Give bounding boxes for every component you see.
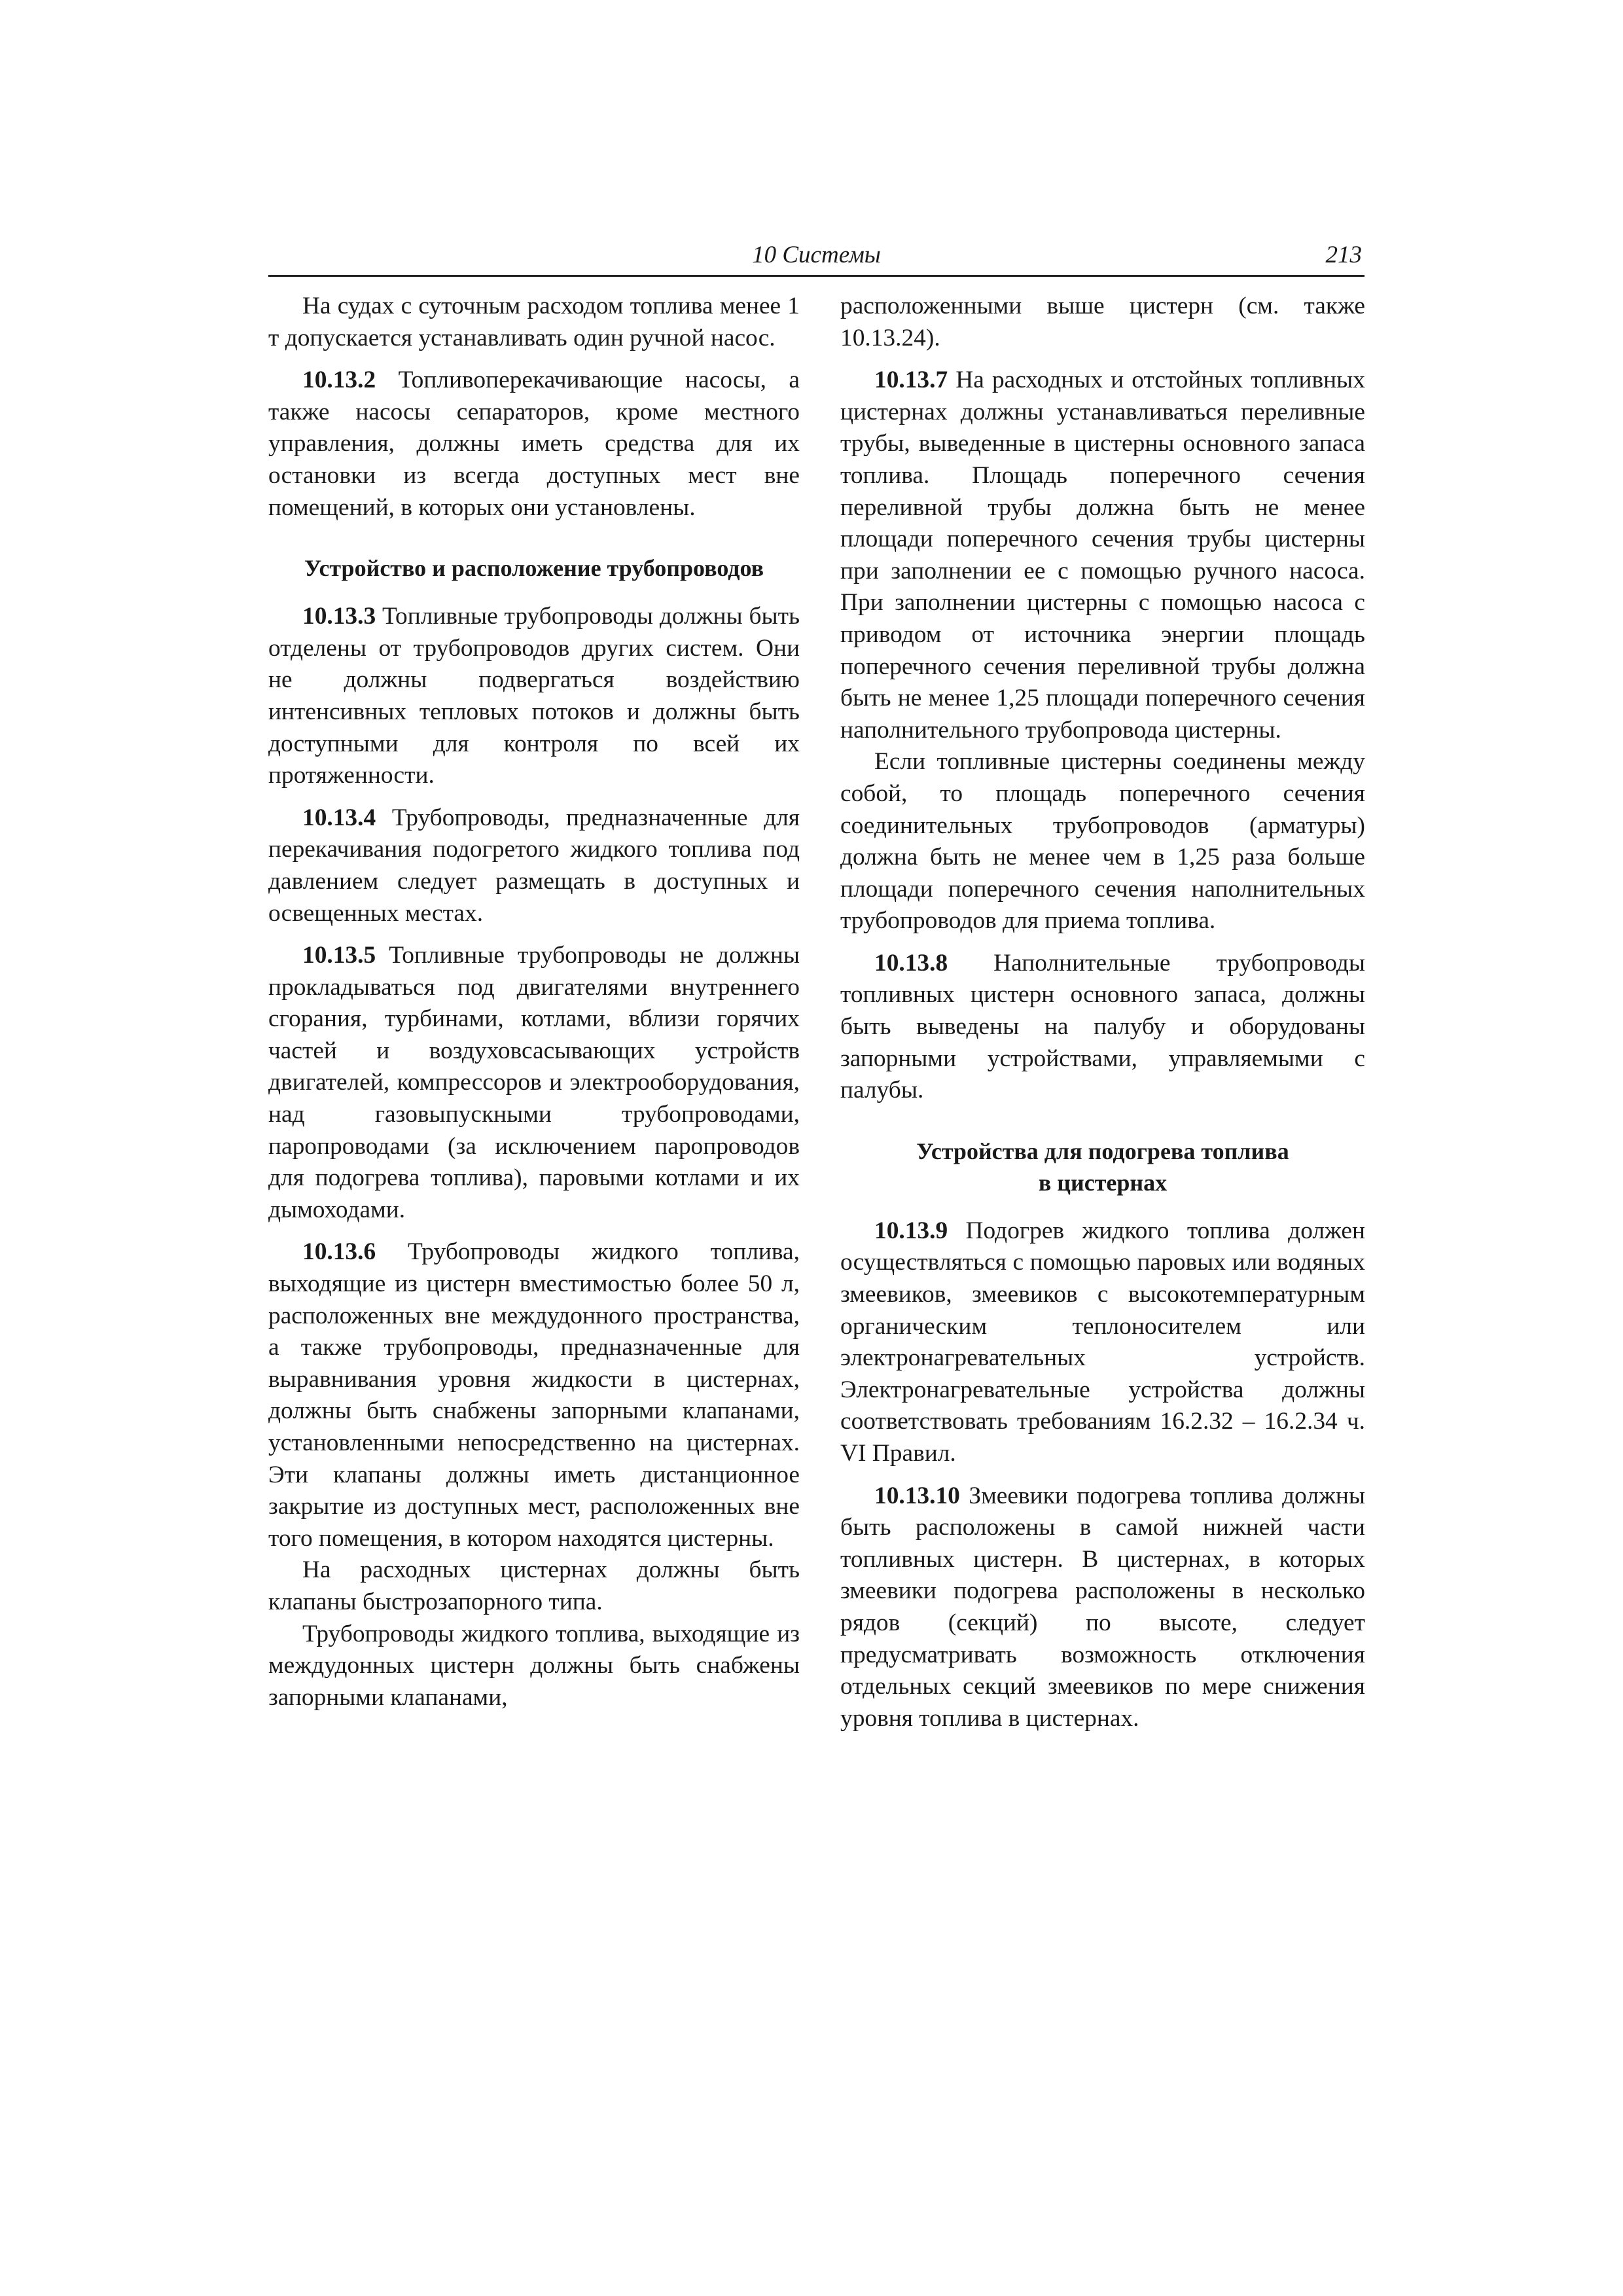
clause-10-13-4 [268, 802, 800, 929]
paragraph-text: Если топливные цистерны соединены между собой, то площадь поперечного сечения соединительных трубопроводов (арматуры) должна быть не менее чем в 1,25 раза больше площади поперечного сечения наполнительных трубопроводов для приема топлива. [840, 748, 1365, 935]
clause-number: 10.13.7 [874, 367, 948, 394]
clause-number: 10.13.9 [874, 1217, 948, 1244]
clause-text: Топливоперекачивающие насосы, а также насосы сепараторов, кроме местного управления, должны иметь средства для их остановки из всегда доступных мест вне помещений, в которых они установлены. [268, 367, 800, 521]
clause-10-13-7 [840, 365, 1365, 746]
running-title: 10 Системы [752, 242, 881, 268]
paragraph [268, 291, 800, 354]
clause-number: 10.13.3 [302, 603, 376, 630]
paragraph [268, 1619, 800, 1714]
paragraph-continuation [840, 291, 1365, 354]
clause-text: Топливные трубопроводы должны быть отделены от трубопроводов других систем. Они не должны подвергаться воздействию интенсивных тепловых потоков и должны быть доступными для контроля по всей их протяженности. [268, 603, 800, 789]
clause-10-13-6 [268, 1236, 800, 1554]
clause-number: 10.13.2 [302, 367, 376, 394]
paragraph [840, 746, 1365, 937]
paragraph-text: На судах с суточным расходом топлива менее 1 т допускается устанавливать один ручной насос. [268, 293, 800, 351]
paragraph-text: Трубопроводы жидкого топлива, выходящие из междудонных цистерн должны быть снабжены запорными клапанами, [268, 1620, 800, 1711]
clause-text: На расходных и отстойных топливных цистернах должны устанавливаться переливные трубы, выведенные в цистерны основного запаса топлива. Площадь поперечного сечения переливной трубы должна быть не менее площади поперечного сечения трубы цистерны при заполнении ее с помощью ручного насоса. При заполнении цистерны с помощью насоса с приводом от источника энергии площадь поперечного сечения переливной трубы должна быть не менее 1,25 площади поперечного сечения наполнительного трубопровода цистерны. [840, 367, 1365, 744]
clause-10-13-8 [840, 948, 1365, 1107]
section-heading: Устройство и расположение трубопроводов [304, 555, 764, 582]
clause-text: Трубопроводы жидкого топлива, выходящие из цистерн вместимостью более 50 л, расположенных вне междудонного пространства, а также трубопроводы, предназначенные для выравнивания уровня жидкости в цистернах, должны быть снабжены запорными клапанами, установленными непосредственно на цистернах. Эти клапаны должны иметь дистанционное закрытие из доступных мест, расположенных вне того помещения, в котором находятся цистерны. [268, 1238, 800, 1552]
clause-number: 10.13.6 [302, 1238, 376, 1266]
paragraph [268, 1554, 800, 1618]
clause-10-13-5 [268, 940, 800, 1226]
right-column [840, 291, 1365, 1745]
clause-text: Наполнительные трубопроводы топливных цистерн основного запаса, должны быть выведены на палубу и оборудованы запорными устройствами, управляемыми с палубы. [840, 949, 1365, 1104]
clause-number: 10.13.8 [874, 949, 948, 977]
clause-text: Топливные трубопроводы не должны прокладываться под двигателями внутреннего сгорания, турбинами, котлами, вблизи горячих частей и воздуховсасывающих устройств двигателей, компрессоров и электрооборудования, над газовыпускными трубопроводами, паропроводами (за исключением паропроводов для подогрева топлива), паровыми котлами и их дымоходами. [268, 942, 800, 1223]
clause-number: 10.13.10 [874, 1482, 960, 1509]
clause-number: 10.13.5 [302, 942, 376, 969]
clause-10-13-3 [268, 601, 800, 792]
clause-text: Подогрев жидкого топлива должен осуществляться с помощью паровых или водяных змеевиков, змеевиков с высокотемпературным органическим теплоносителем или электронагревательных устройств. Электронагревательные устройства должны соответствовать требованиям 16.2.32 – 16.2.34 ч. VI Правил. [840, 1217, 1365, 1467]
clause-10-13-2 [268, 365, 800, 524]
clause-10-13-10 [840, 1480, 1365, 1735]
left-column [268, 291, 800, 1713]
section-heading-line: Устройства для подогрева топлива [916, 1138, 1289, 1164]
clause-text: Змеевики подогрева топлива должны быть расположены в самой нижней части топливных цистерн. В цистернах, в которых змеевики подогрева расположены в несколько рядов (секций) по высоте, следует предусматривать возможность отключения отдельных секций змеевиков по мере снижения уровня топлива в цистернах. [840, 1482, 1365, 1732]
section-heading-line: в цистернах [1038, 1169, 1168, 1196]
clause-number: 10.13.4 [302, 804, 376, 831]
clause-text: Трубопроводы, предназначенные для перекачивания подогретого жидкого топлива под давлением следует размещать в доступных и освещенных местах. [268, 804, 800, 927]
page-header [268, 237, 1364, 277]
paragraph-text: На расходных цистернах должны быть клапаны быстрозапорного типа. [268, 1556, 800, 1615]
section-heading [840, 1136, 1365, 1198]
page-number: 213 [1325, 242, 1362, 268]
paragraph-text: расположенными выше цистерн (см. также 10.13.24). [840, 293, 1365, 351]
clause-10-13-9 [840, 1215, 1365, 1470]
